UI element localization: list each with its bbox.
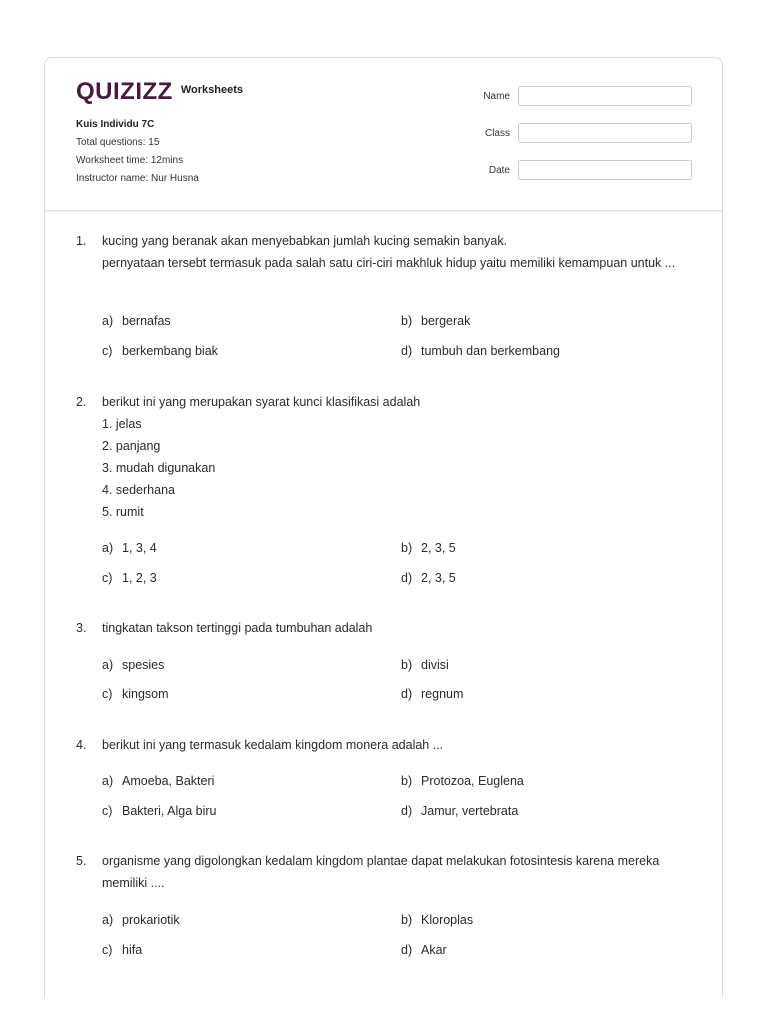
option-1d: d) tumbuh dan berkembang (401, 344, 560, 358)
class-field-row (470, 123, 692, 143)
option-4d: d) Jamur, vertebrata (401, 804, 519, 818)
question-text: tingkatan takson tertinggi pada tumbuhan adalah (102, 621, 373, 635)
option-2c: c) 1, 2, 3 (102, 571, 157, 585)
question-text: berikut ini yang termasuk kedalam kingdom monera adalah ... (102, 738, 444, 752)
option-2b: b) 2, 3, 5 (401, 541, 456, 555)
question-number: 2. (76, 395, 87, 409)
worksheet-meta (76, 116, 199, 188)
date-label: Date (488, 164, 510, 176)
option-3b: b) divisi (401, 658, 449, 672)
class-label: Class (484, 127, 510, 139)
question-text: organisme yang digolongkan kedalam kingdom plantae dapat melakukan fotosintesis karena mereka memiliki .... (102, 854, 660, 890)
question-number: 4. (76, 738, 87, 752)
option-3d: d) regnum (401, 687, 464, 701)
option-3a: a) spesies (102, 658, 165, 672)
class-input[interactable] (518, 123, 692, 143)
brand (76, 80, 243, 104)
total-questions: Total questions: 15 (76, 137, 160, 148)
question-number: 3. (76, 621, 87, 635)
worksheet-title: Kuis Individu 7C (76, 119, 155, 130)
worksheet-header (45, 58, 722, 211)
question-text: kucing yang beranak akan menyebabkan jumlah kucing semakin banyak. pernyataan tersebt termasuk pada salah satu ciri-ciri makhluk hidup yaitu memiliki kemampuan untuk ... (102, 234, 676, 270)
worksheet-page (44, 57, 723, 997)
option-5b: b) Kloroplas (401, 913, 474, 927)
name-label: Name (483, 90, 510, 102)
instructor-name: Instructor name: Nur Husna (76, 173, 199, 184)
logo-subtitle: Worksheets (180, 84, 243, 96)
name-field-row (470, 86, 692, 106)
option-1a: a) bernafas (102, 314, 171, 328)
date-input[interactable] (518, 160, 692, 180)
option-3c: c) kingsom (102, 687, 169, 701)
question-number: 1. (76, 234, 87, 248)
option-4b: b) Protozoa, Euglena (401, 774, 524, 788)
name-input[interactable] (518, 86, 692, 106)
option-4a: a) Amoeba, Bakteri (102, 774, 215, 788)
option-5c: c) hifa (102, 943, 143, 957)
option-5a: a) prokariotik (102, 913, 180, 927)
option-1c: c) berkembang biak (102, 344, 218, 358)
question-number: 5. (76, 854, 87, 868)
option-4c: c) Bakteri, Alga biru (102, 804, 217, 818)
quizizz-logo: QUIZIZZ (76, 78, 173, 105)
worksheet-time: Worksheet time: 12mins (76, 155, 184, 166)
option-1b: b) bergerak (401, 314, 471, 328)
question-text: berikut ini yang merupakan syarat kunci klasifikasi adalah 1. jelas 2. panjang 3. mudah digunakan 4. sederhana 5. rumit (102, 395, 421, 519)
option-2a: a) 1, 3, 4 (102, 541, 157, 555)
option-2d: d) 2, 3, 5 (401, 571, 456, 585)
date-field-row (470, 160, 692, 180)
option-5d: d) Akar (401, 943, 447, 957)
